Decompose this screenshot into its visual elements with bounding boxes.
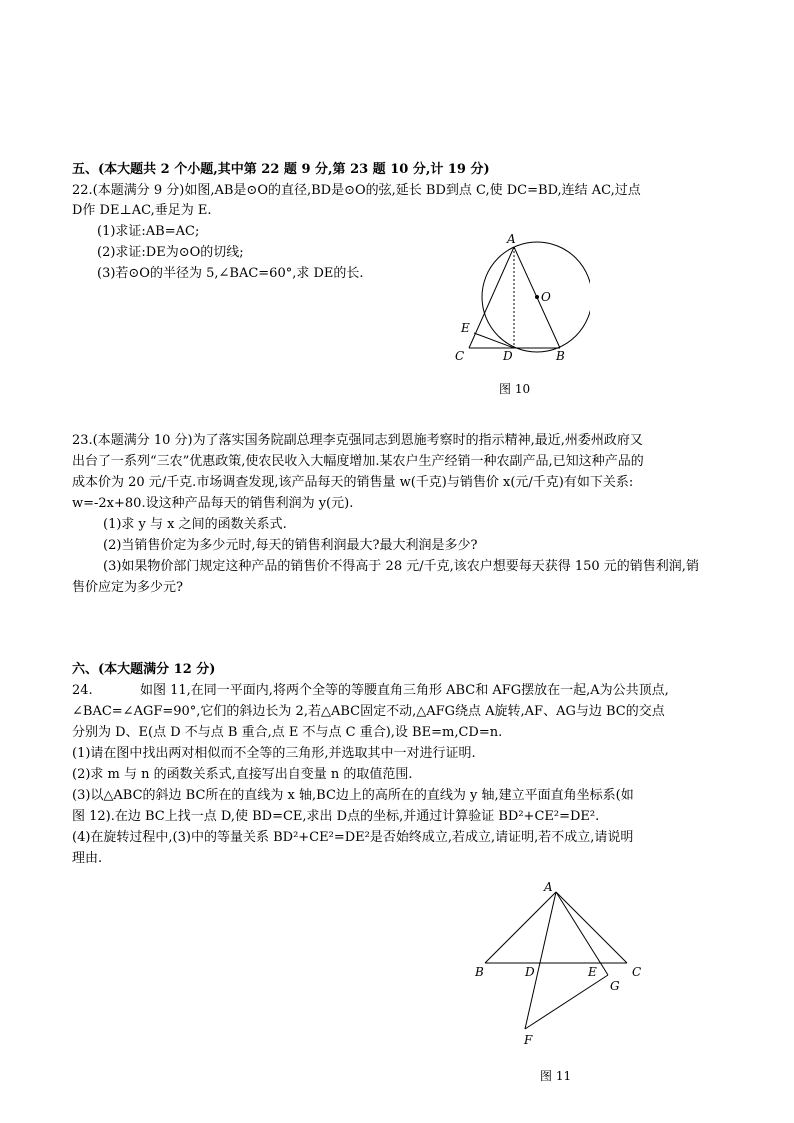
q24-text-line1: 如图 11,在同一平面内,将两个全等的等腰直角三角形 ABC和 AFG摆放在一起,A为公共顶点, (140, 683, 669, 698)
figure-10-circle-diagram (450, 228, 590, 368)
label-c: C (632, 965, 642, 979)
segment-ac (556, 892, 627, 963)
label-b: B (475, 965, 484, 979)
q23-text-line3: 成本价为 20 元/千克.市场调查发现,该产品每天的销售量 w(千克)与销售价 x(元/千克)有如下关系: (72, 475, 634, 490)
q22-text-line1: 22.(本题满分 9 分)如图,AB是⊙O的直径,BD是⊙O的弦,延长 BD到点 C,使 DC=BD,连结 AC,过点 (72, 183, 641, 198)
q24-text-line2: ∠BAC=∠AGF=90°,它们的斜边长为 2,若△ABC固定不动,△AFG绕点 A旋转,AF、AG与边 BC的交点 (72, 704, 665, 719)
label-o: O (541, 290, 551, 304)
label-c: C (455, 349, 465, 363)
q22-part3: (3)若⊙O的半径为 5,∠BAC=60°,求 DE的长. (97, 266, 364, 281)
q23-part2: (2)当销售价定为多少元时,每天的销售利润最大?最大利润是多少? (103, 538, 478, 553)
q24-part1: (1)请在图中找出两对相似而不全等的三角形,并选取其中一对进行证明. (72, 746, 476, 761)
figure-11-caption: 图 11 (540, 1069, 572, 1083)
segment-fg (525, 975, 608, 1029)
segment-de (474, 333, 514, 348)
q23-part3-line2: 售价应定为多少元? (72, 580, 183, 595)
label-g: G (610, 979, 620, 993)
label-f: F (524, 1033, 533, 1047)
label-a: A (507, 232, 516, 246)
q23-text-line4: w=-2x+80.设这种产品每天的销售利润为 y(元). (72, 496, 354, 511)
segment-ac (469, 247, 514, 348)
section-5-heading: 五、(本大题共 2 个小题,其中第 22 题 9 分,第 23 题 10 分,计 19 分) (72, 162, 490, 177)
q24-number: 24. (72, 683, 93, 698)
q22-part2: (2)求证:DE为⊙O的切线; (97, 245, 244, 260)
section-6-heading: 六、(本大题满分 12 分) (72, 662, 216, 677)
segment-ab (485, 892, 556, 963)
label-e: E (588, 965, 597, 979)
q24-part2: (2)求 m 与 n 的函数关系式,直接写出自变量 n 的取值范围. (72, 767, 413, 782)
q22-part1: (1)求证:AB=AC; (97, 224, 200, 239)
q24-text-line3: 分别为 D、E(点 D 不与点 B 重合,点 E 不与点 C 重合),设 BE=m,CD=n. (72, 725, 503, 740)
figure-10-caption: 图 10 (499, 382, 531, 396)
label-e: E (461, 321, 470, 335)
q23-text-line2: 出台了一系列“三农”优惠政策,使农民收入大幅度增加.某农户生产经销一种农副产品,已知这种产品的 (72, 454, 644, 469)
segment-af (525, 892, 556, 1029)
label-d: D (503, 349, 513, 363)
q24-part3-line1: (3)以△ABC的斜边 BC所在的直线为 x 轴,BC边上的高所在的直线为 y 轴,建立平面直角坐标系(如 (72, 788, 634, 803)
label-d: D (525, 965, 535, 979)
q23-part1: (1)求 y 与 x 之间的函数关系式. (103, 517, 287, 532)
figure-11-triangles-diagram (468, 876, 648, 1052)
q23-part3-line1: (3)如果物价部门规定这种产品的销售价不得高于 28 元/千克,该农户想要每天获得 150 元的销售利润,销 (103, 559, 699, 574)
q24-part3-line2: 图 12).在边 BC上找一点 D,使 BD=CE,求出 D点的坐标,并通过计算验证 BD²+CE²=DE². (72, 809, 600, 824)
label-a: A (544, 880, 553, 894)
q22-text-line2: D作 DE⊥AC,垂足为 E. (72, 203, 212, 218)
q23-text-line1: 23.(本题满分 10 分)为了落实国务院副总理李克强同志到恩施考察时的指示精神,最近,州委州政府又 (72, 433, 643, 448)
q24-part4-line2: 理由. (72, 851, 103, 866)
center-point-o (535, 295, 539, 299)
label-b: B (556, 349, 565, 363)
q24-part4-line1: (4)在旋转过程中,(3)中的等量关系 BD²+CE²=DE²是否始终成立,若成立,请证明,若不成立,请说明 (72, 830, 634, 845)
